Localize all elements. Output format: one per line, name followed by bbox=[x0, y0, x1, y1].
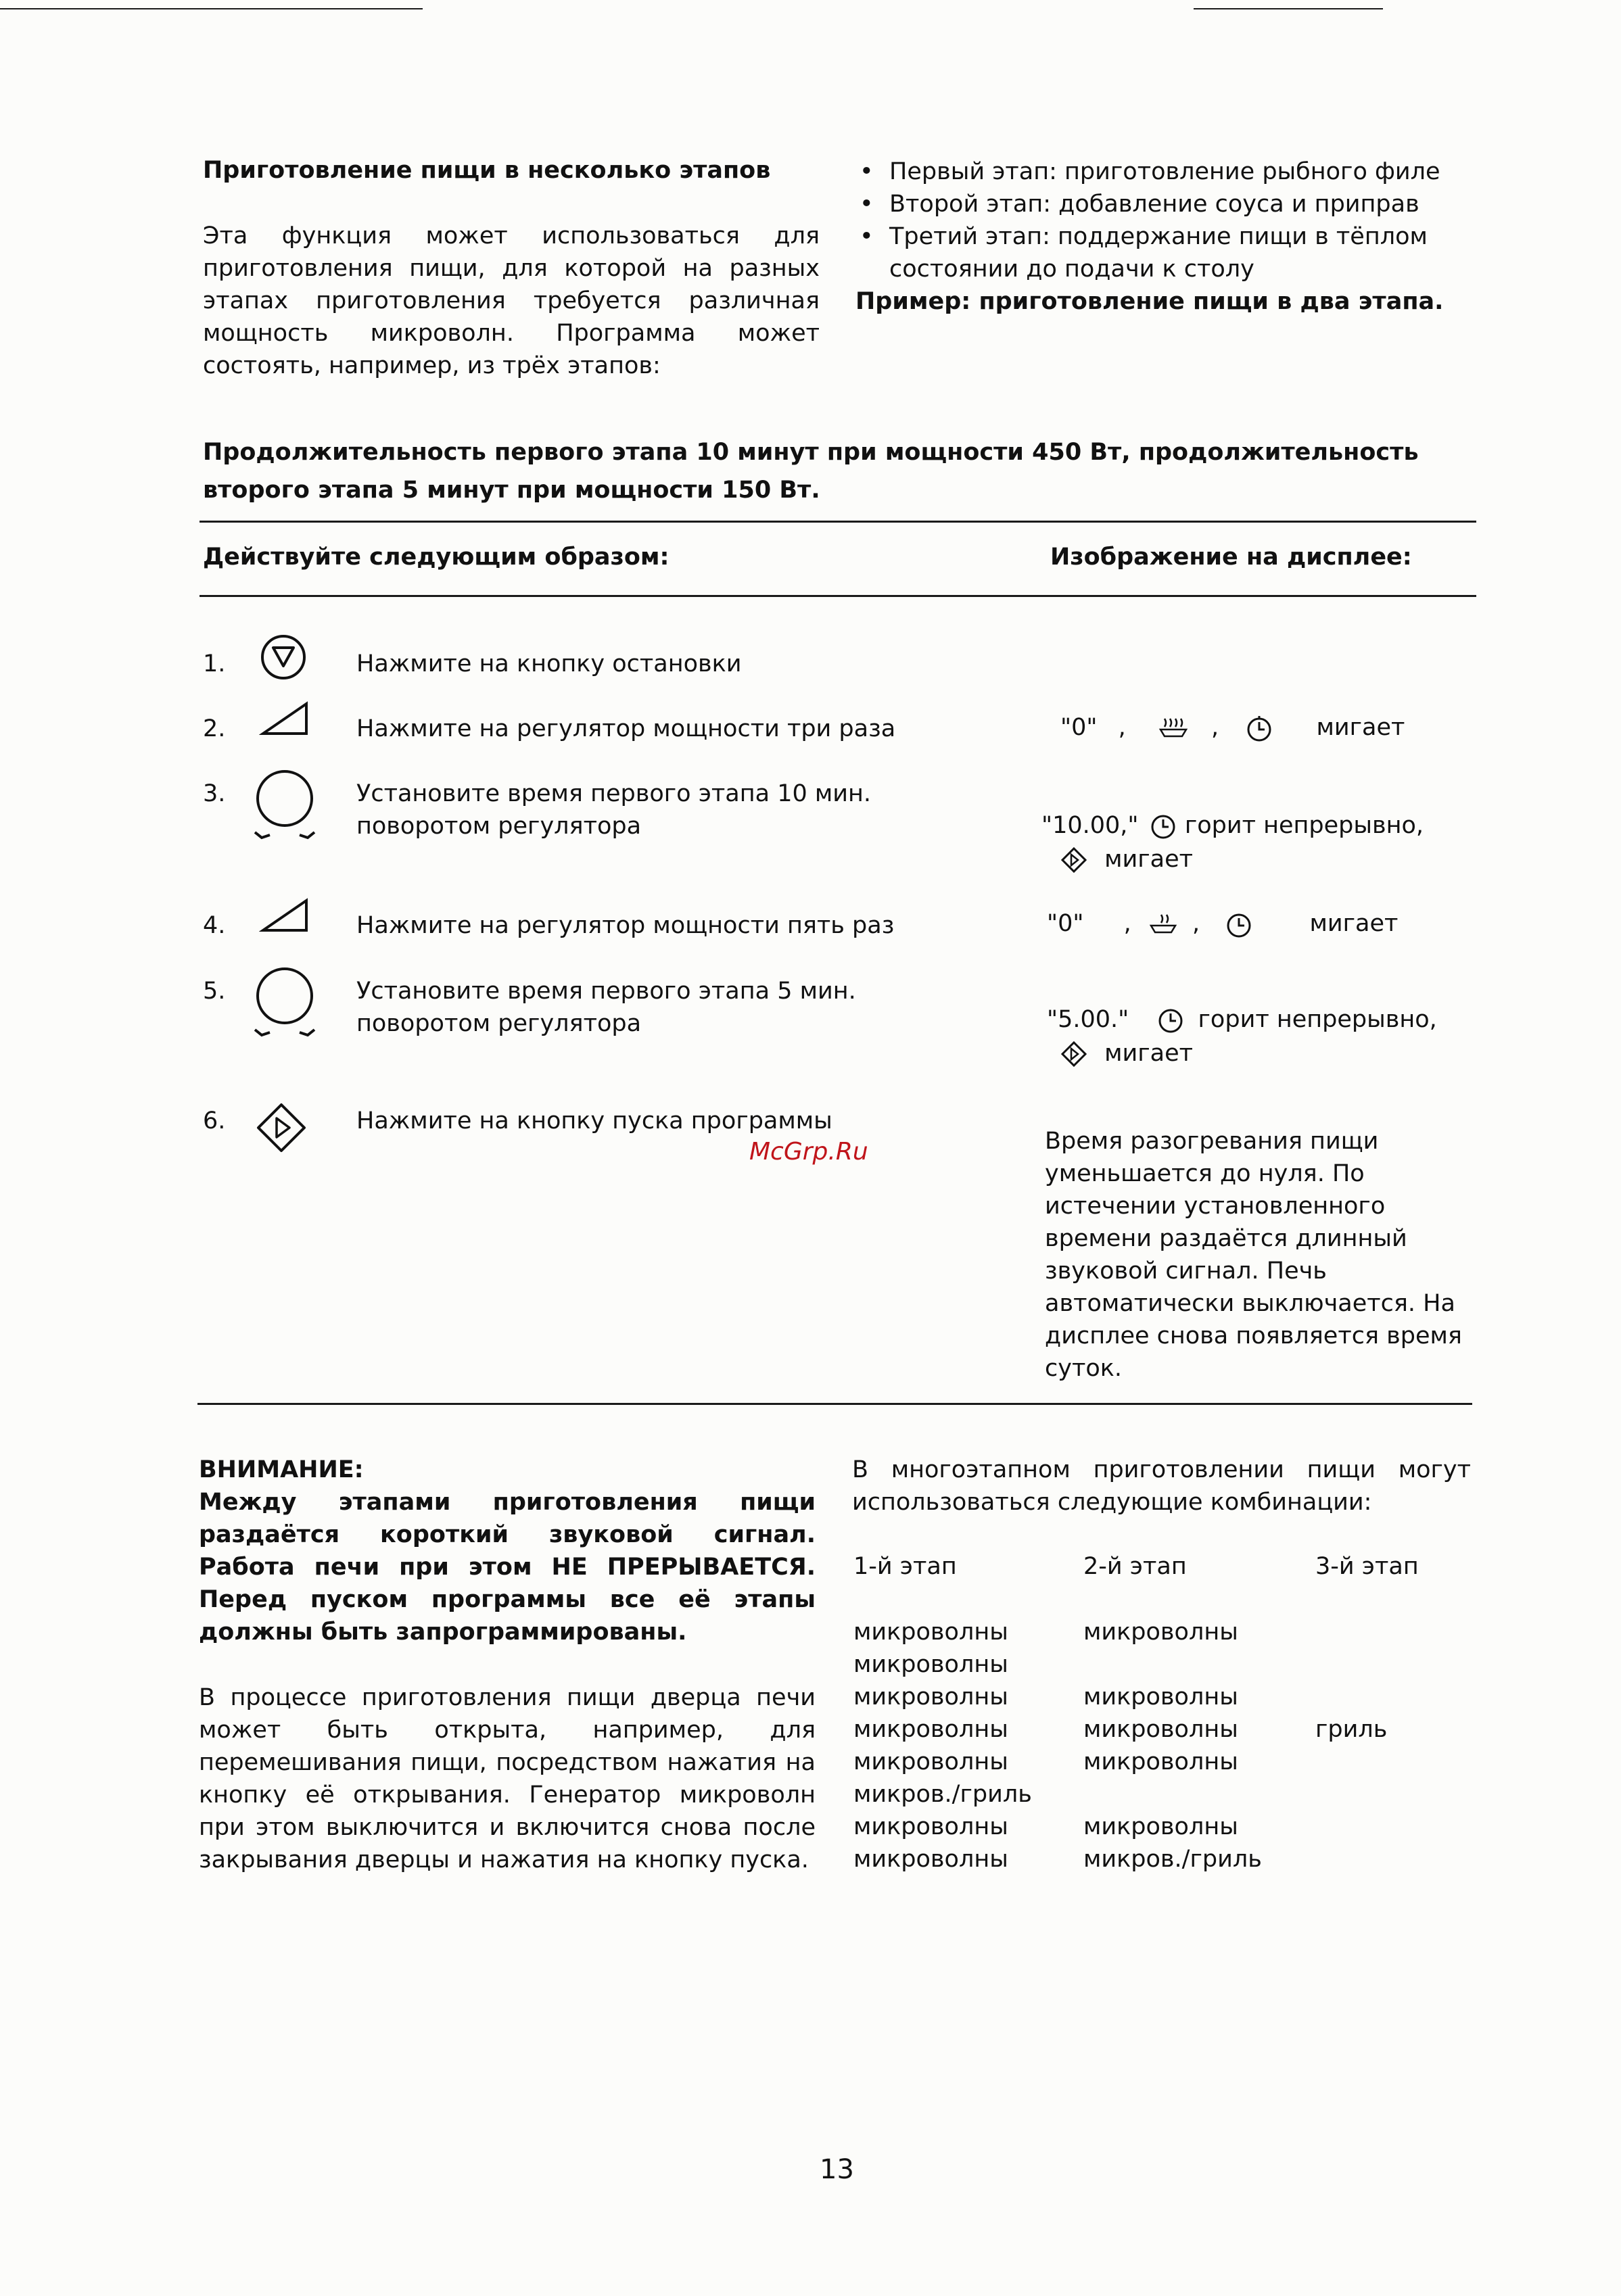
step-text: Установите время первого этапа 5 мин. поворотом регулятора bbox=[356, 978, 856, 1037]
actions-header: Действуйте следующим образом: bbox=[203, 544, 669, 571]
top-right-scan-line bbox=[1194, 8, 1383, 9]
step-text: Нажмите на регулятор мощности пять раз bbox=[356, 912, 895, 939]
duration-line: Продолжительность первого этапа 10 минут при мощности 450 Вт, продолжительность bbox=[203, 439, 1419, 466]
display-status: мигает bbox=[1309, 910, 1399, 937]
stage-3-header: 3-й этап bbox=[1315, 1553, 1419, 1580]
display-value: "10.00," bbox=[1041, 812, 1139, 839]
clock-icon bbox=[1156, 1006, 1185, 1034]
multi-stage-intro bbox=[203, 220, 820, 382]
clock-icon bbox=[1225, 910, 1253, 938]
stage-bullet: • Первый этап: приготовление рыбного филе bbox=[855, 156, 1488, 188]
rotary-knob-icon bbox=[252, 965, 317, 1041]
top-left-scan-line bbox=[0, 8, 423, 9]
multi-stage-heading: Приготовление пищи в несколько этапов bbox=[203, 157, 771, 184]
start-button-icon bbox=[1060, 1041, 1087, 1068]
stage-2-header: 2-й этап bbox=[1083, 1553, 1187, 1580]
step-text: Нажмите на регулятор мощности три раза bbox=[356, 715, 896, 742]
display-status: горит непрерывно, bbox=[1184, 812, 1424, 839]
intro-line: этапах приготовления требуется различная bbox=[203, 287, 820, 314]
display-step-5 bbox=[1047, 1003, 1437, 1036]
display-step-3 bbox=[1041, 809, 1424, 842]
stop-button-icon bbox=[259, 633, 308, 681]
duration-statement bbox=[203, 436, 1474, 506]
step-number: 3. bbox=[203, 780, 226, 807]
step-number: 6. bbox=[203, 1107, 226, 1134]
display-step-3-start bbox=[1060, 843, 1193, 876]
stage-examples bbox=[855, 156, 1488, 318]
start-button-icon bbox=[256, 1102, 307, 1153]
step-text: Установите время первого этапа 10 мин. поворотом регулятора bbox=[356, 780, 872, 840]
stage-bullet: • Второй этап: добавление соуса и приправ bbox=[855, 188, 1488, 220]
stage-1-header: 1-й этап bbox=[853, 1553, 957, 1580]
attention-title: ВНИМАНИЕ: bbox=[199, 1456, 364, 1483]
power-regulator-icon bbox=[259, 896, 310, 934]
clock-icon bbox=[1245, 714, 1273, 742]
table-top-rule bbox=[199, 521, 1476, 523]
intro-line: приготовления пищи, для которой на разных bbox=[203, 255, 820, 282]
intro-line: Эта функция может использоваться для bbox=[203, 222, 820, 249]
display-step-4: "0" , , мигает bbox=[1047, 910, 1399, 937]
duration-line: второго этапа 5 минут при мощности 150 Вт. bbox=[203, 477, 820, 504]
step-number: 4. bbox=[203, 912, 226, 939]
watermark: McGrp.Ru bbox=[749, 1138, 868, 1166]
display-value: "0" bbox=[1060, 714, 1098, 741]
intro-line: мощность микроволн. Программа может bbox=[203, 320, 820, 347]
step-text: Нажмите на кнопку остановки bbox=[356, 650, 742, 677]
attention-block: ВНИМАНИЕ: Между этапами приготовления пищи раздаётся короткий звуковой сигнал. Работа печи при этом НЕ ПРЕРЫВАЕТСЯ. Перед пуском программы все её этапы должны быть запрограммированы. bbox=[199, 1454, 816, 1648]
rotary-knob-icon bbox=[252, 767, 317, 843]
table-bottom-rule bbox=[197, 1403, 1472, 1405]
power-level-icon bbox=[1148, 911, 1178, 938]
display-value: "0" bbox=[1047, 910, 1084, 937]
display-status: мигает bbox=[1104, 1040, 1194, 1067]
start-button-icon bbox=[1060, 846, 1087, 874]
power-level-icon bbox=[1158, 715, 1189, 742]
display-step-2: "0" , , мигает bbox=[1060, 714, 1405, 741]
display-status: мигает bbox=[1104, 846, 1194, 873]
stage-bullet: • Третий этап: поддержание пищи в тёплом состоянии до подачи к столу bbox=[855, 220, 1488, 285]
step-number: 2. bbox=[203, 715, 226, 742]
step-number: 1. bbox=[203, 650, 226, 677]
display-step-5-start bbox=[1060, 1037, 1193, 1070]
display-step-6: Время разогревания пищи уменьшается до нуля. По истечении установленного времени раздаётся длинный звуковой сигнал. Печь автоматически выключается. На дисплее снова появляется время суток. bbox=[1045, 1128, 1462, 1382]
display-header: Изображение на дисплее: bbox=[1050, 544, 1412, 571]
display-status: горит непрерывно, bbox=[1198, 1006, 1437, 1033]
power-regulator-icon bbox=[259, 700, 310, 738]
page-number: 13 bbox=[820, 2154, 854, 2185]
step-text: Нажмите на кнопку пуска программы bbox=[356, 1107, 832, 1134]
clock-icon bbox=[1149, 812, 1177, 840]
table-header-rule bbox=[199, 595, 1476, 597]
combos-intro: В многоэтапном приготовлении пищи могут использоваться следующие комбинации: bbox=[852, 1456, 1471, 1516]
intro-line: состоять, например, из трёх этапов: bbox=[203, 352, 661, 379]
door-paragraph: В процессе приготовления пищи дверца печи может быть открыта, например, для перемешивания пищи, посредством нажатия на кнопку её открывания. Генератор микроволн при этом выключится и включится снова после закрывания дверцы и нажатия на кнопку пуска. bbox=[199, 1684, 816, 1873]
display-status: мигает bbox=[1316, 714, 1405, 741]
step-number: 5. bbox=[203, 978, 226, 1005]
example-heading: Пример: приготовление пищи в два этапа. bbox=[855, 288, 1444, 315]
display-value: "5.00." bbox=[1047, 1006, 1129, 1033]
